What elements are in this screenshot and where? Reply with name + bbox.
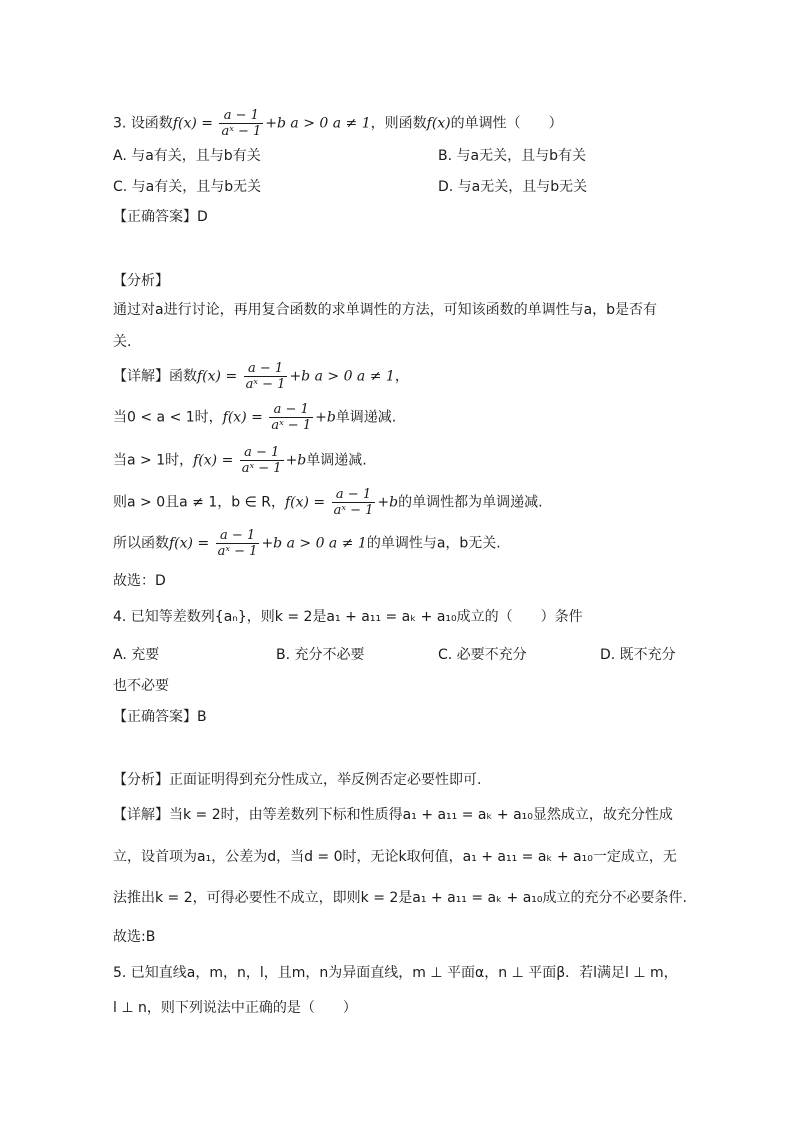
fraction: $\frac{a - 1}{\text{aˣ − 1}}$: [221, 108, 262, 139]
q4-option-c: C. 必要不充分: [438, 647, 527, 663]
q3-choice: 故选：D: [113, 573, 166, 589]
q4-choice: 故选:B: [113, 929, 156, 945]
q3-detail-line4: 则a > 0且a ≠ 1，b ∈ R，f(x) = $\frac{a - 1}{\text{aˣ − 1}}$ +b的单调性都为单调递减.: [113, 487, 543, 518]
q3-option-d: D. 与a无关，且与b无关: [438, 179, 588, 195]
q3-analysis-heading: 【分析】: [113, 273, 169, 289]
q4-option-b: B. 充分不必要: [276, 647, 365, 663]
q4-detail-line3: 法推出k = 2，可得必要性不成立，即则k = 2是a₁ + a₁₁ = aₖ + a₁₀成立的充分不必要条件.: [113, 890, 687, 906]
question-number: 3.: [113, 115, 127, 132]
q5-stem-line2: l ⊥ n，则下列说法中正确的是（ ）: [113, 1000, 357, 1016]
q3-detail-line2: 当0 < a < 1时，f(x) = $\frac{a - 1}{\text{aˣ − 1}}$ +b单调递减.: [113, 402, 397, 433]
q4-answer: 【正确答案】B: [113, 709, 207, 725]
q3-detail-line3: 当a > 1时，f(x) = $\frac{a - 1}{\text{aˣ − 1}}$ +b单调递减.: [113, 445, 367, 476]
q4-detail-line2: 立，设首项为a₁，公差为d，当d = 0时，无论k取何值，a₁ + a₁₁ = aₖ + a₁₀一定成立，无: [113, 849, 677, 865]
q3-option-c: C. 与a有关，且与b无关: [113, 179, 262, 195]
q3-option-b: B. 与a无关，且与b有关: [438, 148, 586, 164]
q3-answer: 【正确答案】D: [113, 209, 208, 225]
q4-detail-line1: 【详解】当k = 2时，由等差数列下标和性质得a₁ + a₁₁ = aₖ + a₁₀显然成立，故充分性成: [113, 807, 673, 823]
q3-detail-line1: 【详解】函数f(x) = $\frac{a - 1}{\text{aˣ − 1}}$ +b a > 0 a ≠ 1，: [113, 361, 409, 392]
q3-detail-line5: 所以函数f(x) = $\frac{a - 1}{\text{aˣ − 1}}$ +b a > 0 a ≠ 1的单调性与a，b无关.: [113, 528, 501, 559]
q3-option-a: A. 与a有关，且与b有关: [113, 148, 261, 164]
q4-stem: 4. 已知等差数列{aₙ}，则k = 2是a₁ + a₁₁ = aₖ + a₁₀成立的（ ）条件: [113, 609, 583, 625]
q4-analysis: 【分析】正面证明得到充分性成立，举反例否定必要性即可.: [113, 772, 482, 788]
q4-option-d-cont: 也不必要: [113, 678, 169, 694]
q4-option-d: D. 既不充分: [600, 647, 676, 663]
q3-stem: 3. 设函数f(x) = $\frac{a - 1}{\text{aˣ − 1}}$ +b a > 0 a ≠ 1，则函数f(x)的单调性（ ）: [113, 108, 563, 139]
q4-option-a: A. 充要: [113, 647, 160, 663]
q5-stem-line1: 5. 已知直线a，m，n，l，且m，n为异面直线，m ⊥ 平面α，n ⊥ 平面β．若l满足l ⊥ m，: [113, 965, 678, 981]
q3-analysis-line2: 关.: [113, 334, 132, 350]
q3-analysis-line1: 通过对a进行讨论，再用复合函数的求单调性的方法，可知该函数的单调性与a，b是否有: [113, 302, 658, 318]
